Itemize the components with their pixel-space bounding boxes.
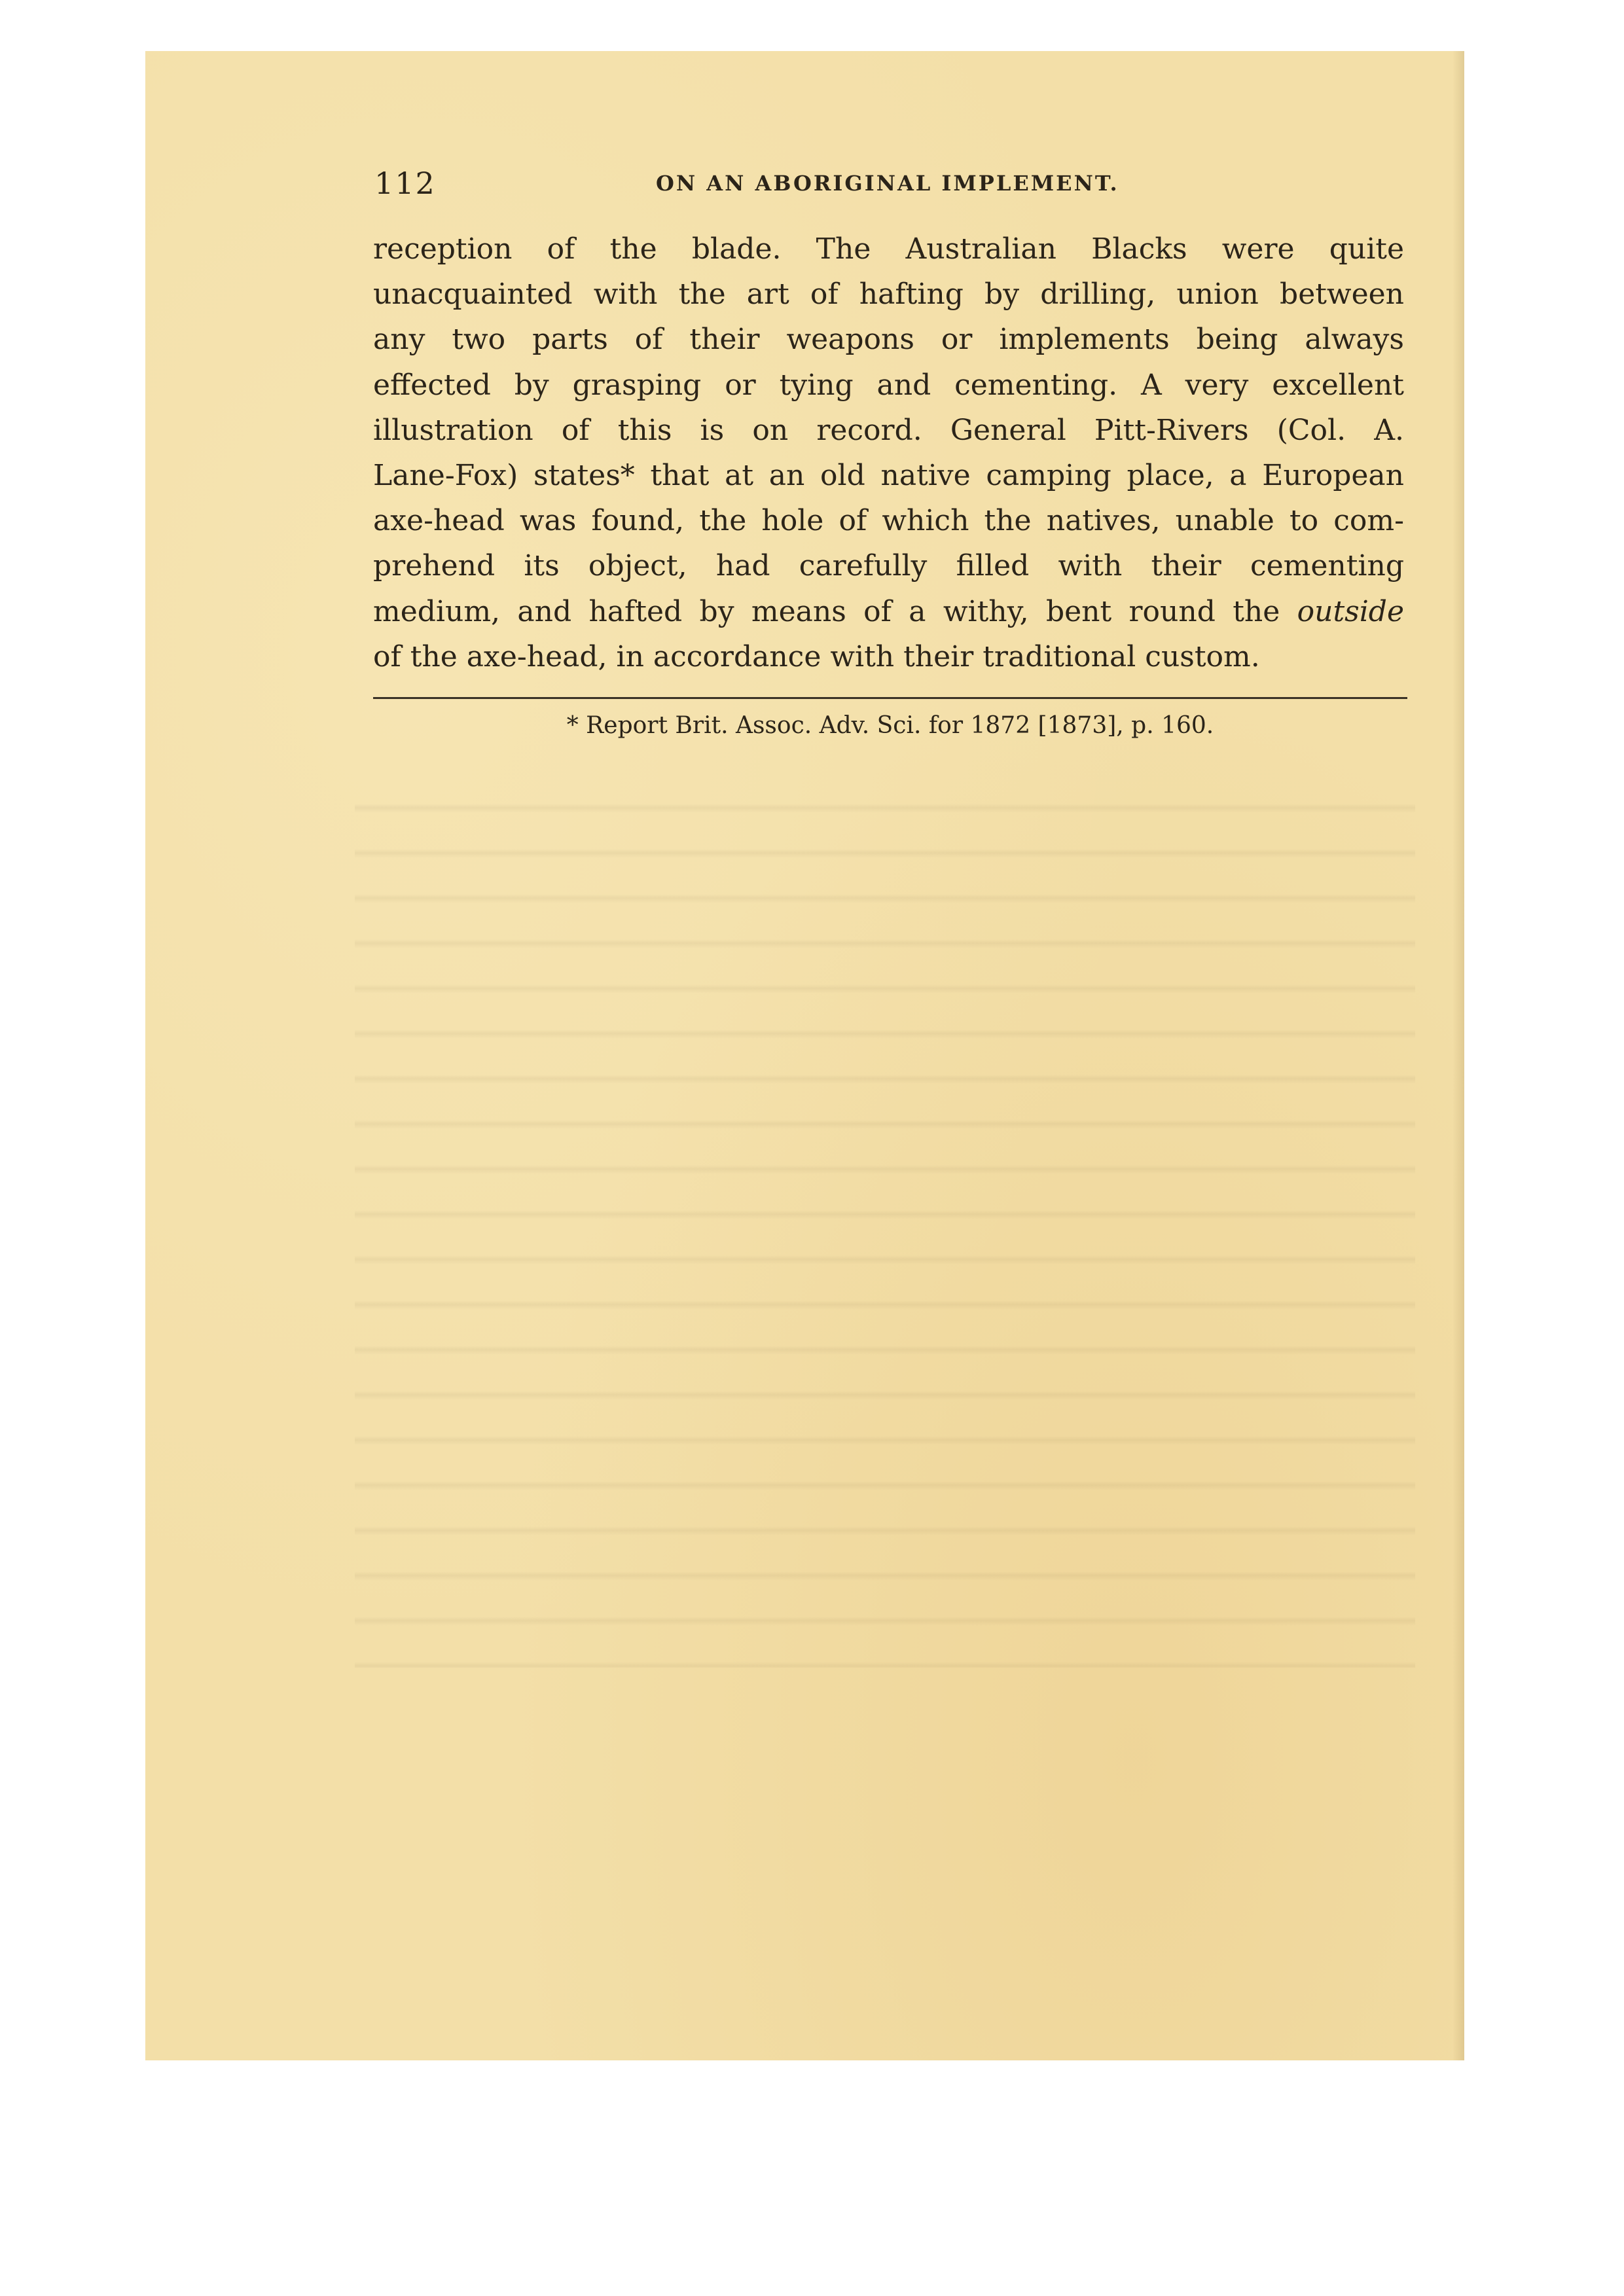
page-number: 112 <box>374 166 436 201</box>
body-line <box>373 589 1404 634</box>
page-header <box>374 166 1369 205</box>
page-edge-shadow <box>1453 51 1464 2060</box>
show-through-text <box>355 784 1415 1668</box>
footnote-rule <box>373 697 1407 699</box>
body-line: axe-head was found, the hole of which the natives, unable to com- <box>373 504 1404 538</box>
scanned-page <box>145 51 1464 2060</box>
body-line: unacquainted with the art of hafting by drilling, union between <box>373 278 1404 312</box>
body-line: reception of the blade. The Australian Blacks were quite <box>373 232 1404 266</box>
body-line: illustration of this is on record. General Pitt-Rivers (Col. A. <box>373 413 1404 447</box>
body-line: prehend its object, had carefully filled with their cementing <box>373 549 1404 583</box>
body-paragraph <box>373 226 1404 679</box>
body-line: of the axe-head, in accordance with their traditional custom. <box>373 639 1260 673</box>
body-line: Lane-Fox) states* that at an old native camping place, a European <box>373 459 1404 493</box>
running-head: ON AN ABORIGINAL IMPLEMENT. <box>656 171 1119 196</box>
italic-word: outside <box>1297 594 1404 628</box>
footnote: * Report Brit. Assoc. Adv. Sci. for 1872 [1873], p. 160. <box>566 712 1214 739</box>
body-line-text: medium, and hafted by means of a withy, bent round the <box>373 594 1280 628</box>
body-line: any two parts of their weapons or implements being always <box>373 323 1404 357</box>
body-line: effected by grasping or tying and cementing. A very excellent <box>373 368 1404 402</box>
